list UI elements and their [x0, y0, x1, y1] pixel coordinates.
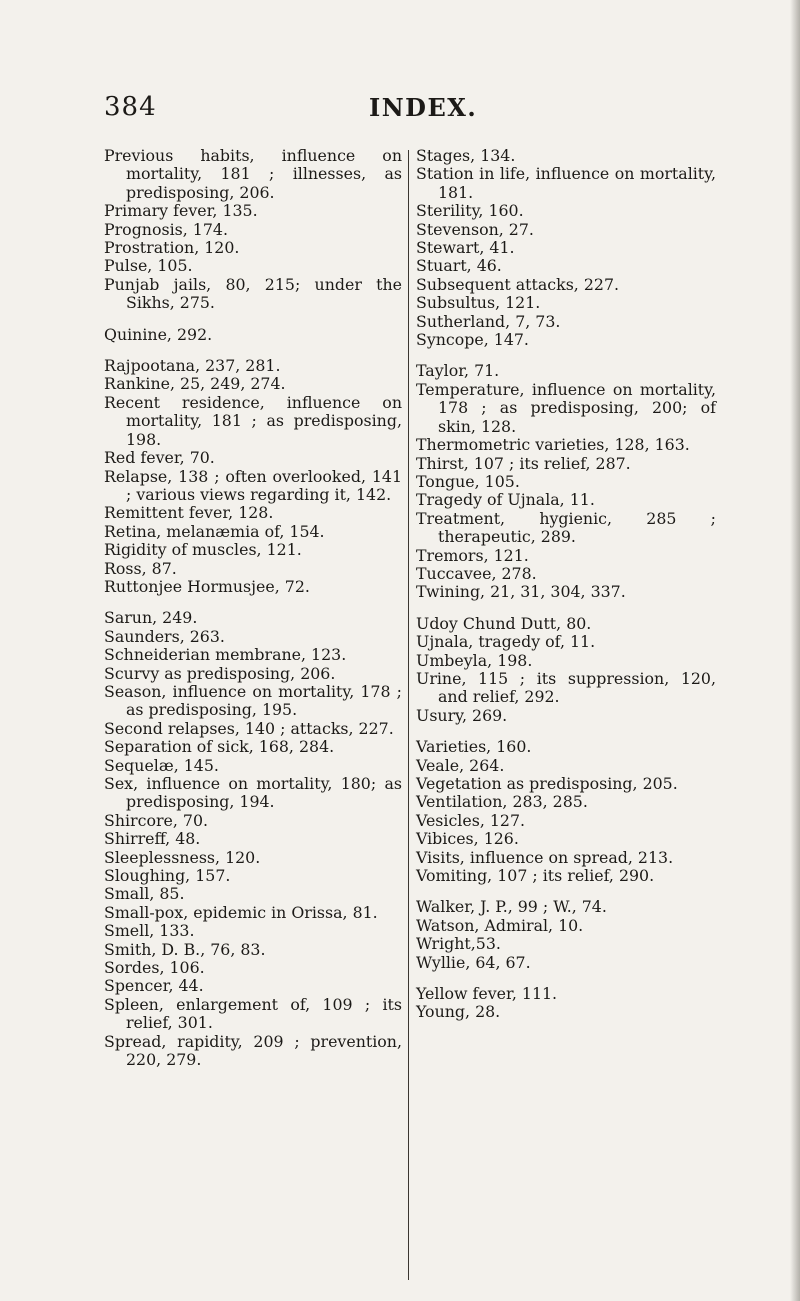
- index-entry: Remittent fever, 128.: [104, 503, 274, 523]
- index-letter-group: [416, 362, 716, 601]
- index-letter-group: [416, 738, 716, 885]
- index-entry: Vomiting, 107 ; its relief, 290.: [416, 866, 655, 886]
- index-entry: Udoy Chund Dutt, 80.: [416, 613, 592, 633]
- index-entry: Primary fever, 135.: [104, 201, 258, 221]
- index-entry: Ruttonjee Hormusjee, 72.: [104, 576, 310, 596]
- index-entry: Spencer, 44.: [104, 976, 204, 996]
- index-entry: Yellow fever, 111.: [416, 984, 558, 1004]
- index-entry: Sterility, 160.: [416, 201, 524, 221]
- index-entry: Rigidity of muscles, 121.: [104, 540, 302, 560]
- index-entry: Wyllie, 64, 67.: [416, 952, 531, 972]
- index-entry: Stuart, 46.: [416, 256, 502, 276]
- index-entry: Sleeplessness, 120.: [104, 847, 261, 867]
- index-entry: Pulse, 105.: [104, 256, 193, 276]
- index-entry: Treatment, hygienic, 285 ; therapeutic, 289.: [416, 508, 716, 547]
- column-divider: [408, 150, 409, 1280]
- index-entry: Scurvy as predisposing, 206.: [104, 663, 336, 683]
- running-title: INDEX.: [369, 93, 478, 122]
- index-entry: Small-pox, epidemic in Orissa, 81.: [104, 902, 378, 922]
- index-entry: Separation of sick, 168, 284.: [104, 737, 335, 757]
- index-entry: Second relapses, 140 ; attacks, 227.: [104, 718, 394, 738]
- index-entry: Usury, 269.: [416, 705, 508, 725]
- index-entry: Sloughing, 157.: [104, 866, 231, 886]
- index-column-left: [104, 147, 402, 1083]
- index-letter-group: [104, 357, 402, 596]
- index-entry: Varieties, 160.: [416, 737, 532, 757]
- index-entry: Subsequent attacks, 227.: [416, 274, 620, 294]
- index-entry: Sarun, 249.: [104, 608, 198, 628]
- index-entry: Rankine, 25, 249, 274.: [104, 374, 286, 394]
- index-entry: Ross, 87.: [104, 558, 177, 578]
- index-entry: Rajpootana, 237, 281.: [104, 356, 281, 376]
- index-entry: Subsultus, 121.: [416, 293, 541, 313]
- index-entry: Station in life, influence on mortality, 181.: [416, 164, 716, 202]
- index-entry: Thirst, 107 ; its relief, 287.: [416, 453, 631, 473]
- index-letter-group: [104, 326, 402, 344]
- index-entry: Season, influence on mortality, 178 ; as predisposing, 195.: [104, 681, 402, 720]
- index-entry: Relapse, 138 ; often overlooked, 141 ; various views regarding it, 142.: [104, 466, 402, 504]
- index-letter-group: [104, 147, 402, 313]
- index-letter-group: [104, 609, 402, 1069]
- index-entry: Umbeyla, 198.: [416, 650, 533, 670]
- index-entry: Wright,53.: [416, 934, 501, 954]
- index-letter-group: [416, 985, 716, 1022]
- index-entry: Schneiderian membrane, 123.: [104, 645, 347, 665]
- index-entry: Sex, influence on mortality, 180; as predisposing, 194.: [104, 774, 402, 812]
- index-entry: Ventilation, 283, 285.: [416, 792, 588, 812]
- index-entry: Tuccavee, 278.: [416, 563, 537, 583]
- index-entry: Spread, rapidity, 209 ; prevention, 220, 279.: [104, 1031, 402, 1070]
- index-entry: Punjab jails, 80, 215; under the Sikhs, 275.: [104, 274, 402, 313]
- index-column-right: [416, 147, 716, 1035]
- index-entry: Sutherland, 7, 73.: [416, 311, 561, 331]
- index-entry: Previous habits, influence on mortality, 181 ; illnesses, as predisposing, 206.: [104, 146, 402, 202]
- page-number: 384: [104, 92, 157, 122]
- index-entry: Twining, 21, 31, 304, 337.: [416, 582, 626, 602]
- index-entry: Shircore, 70.: [104, 810, 209, 830]
- index-entry: Vibices, 126.: [416, 829, 519, 849]
- index-entry: Sequelæ, 145.: [104, 755, 219, 775]
- index-entry: Ujnala, tragedy of, 11.: [416, 632, 596, 652]
- index-entry: Smith, D. B., 76, 83.: [104, 939, 266, 959]
- index-entry: Stages, 134.: [416, 146, 516, 165]
- index-entry: Small, 85.: [104, 884, 185, 904]
- index-entry: Red fever, 70.: [104, 448, 215, 468]
- index-entry: Prognosis, 174.: [104, 219, 228, 239]
- index-entry: Watson, Admiral, 10.: [416, 915, 584, 935]
- index-entry: Veale, 264.: [416, 755, 505, 775]
- index-entry: Quinine, 292.: [104, 324, 213, 344]
- index-entry: Taylor, 71.: [416, 361, 500, 381]
- index-entry: Retina, melanæmia of, 154.: [104, 521, 325, 541]
- index-entry: Saunders, 263.: [104, 626, 225, 646]
- page-edge-shadow: [790, 0, 800, 1301]
- index-entry: Prostration, 120.: [104, 238, 240, 258]
- index-entry: Syncope, 147.: [416, 330, 529, 350]
- index-entry: Stevenson, 27.: [416, 219, 534, 239]
- index-entry: Visits, influence on spread, 213.: [416, 847, 674, 867]
- index-entry: Tragedy of Ujnala, 11.: [416, 490, 595, 510]
- index-entry: Thermometric varieties, 128, 163.: [416, 435, 690, 455]
- index-entry: Vegetation as predisposing, 205.: [416, 774, 678, 793]
- index-entry: Urine, 115 ; its suppression, 120, and relief, 292.: [416, 668, 716, 707]
- index-entry: Smell, 133.: [104, 921, 195, 941]
- index-entry: Recent residence, influence on mortality, 181 ; as predisposing, 198.: [104, 392, 402, 449]
- index-entry: Shirreff, 48.: [104, 829, 201, 849]
- index-entry: Spleen, enlargement of, 109 ; its relief, 301.: [104, 994, 402, 1033]
- index-letter-group: [416, 615, 716, 725]
- index-letter-group: [416, 147, 716, 349]
- index-entry: Walker, J. P., 99 ; W., 74.: [416, 897, 607, 917]
- index-entry: Sordes, 106.: [104, 958, 205, 978]
- index-entry: Temperature, influence on mortality, 178 ; as predisposing, 200; of skin, 128.: [416, 379, 716, 436]
- index-entry: Stewart, 41.: [416, 238, 515, 258]
- index-entry: Young, 28.: [416, 1002, 501, 1022]
- index-letter-group: [416, 898, 716, 972]
- page-header: [0, 92, 800, 132]
- index-entry: Tremors, 121.: [416, 545, 529, 565]
- index-entry: Tongue, 105.: [416, 471, 520, 491]
- index-entry: Vesicles, 127.: [416, 810, 526, 830]
